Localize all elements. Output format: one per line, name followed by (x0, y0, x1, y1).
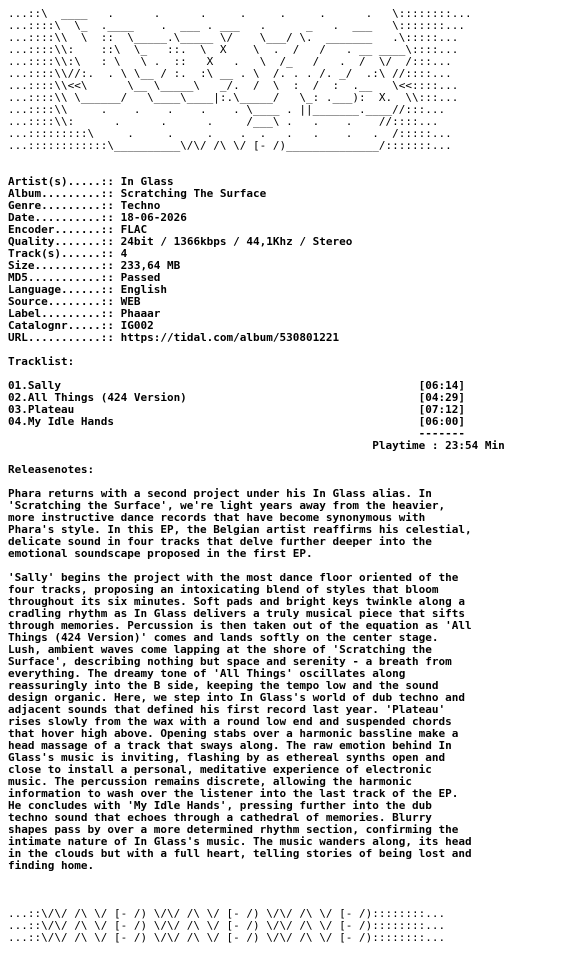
notes-line: rises slowly from the wax with a round low end and suspended chords (8, 715, 452, 728)
track-time: [07:12] (418, 403, 465, 416)
notes-line: everything. The dreamy tone of 'All Things' oscillates along (8, 667, 406, 680)
track-time: [04:29] (418, 391, 465, 404)
track-time: [06:00] (418, 415, 465, 428)
info-key: MD5...........:: (8, 271, 121, 284)
notes-line: head massage of a track that sways along. The raw emotion behind In (8, 739, 452, 752)
track-title: 02.All Things (424 Version) (8, 391, 419, 404)
track-title: 01.Sally (8, 379, 419, 392)
notes-line: Phara returns with a second project under his In Glass alias. In (8, 487, 432, 500)
notes-line: finding home. (8, 859, 95, 872)
notes-line: He concludes with 'My Idle Hands', pressing further into the dub (8, 799, 432, 812)
notes-line: music. The percussion remains discrete, allowing the harmonic (8, 775, 412, 788)
notes-line: four tracks, proposing an intoxicating blend of styles that bloom (8, 583, 439, 596)
info-value: 233,64 MB (120, 259, 181, 272)
total-rule: ------- (8, 427, 465, 440)
spacer (8, 884, 576, 896)
releasenotes-heading: Releasenotes: (8, 463, 95, 476)
info-value: English (120, 283, 167, 296)
info-value: Phaaar (120, 307, 161, 320)
notes-line: Phara's style. In this EP, the Belgian artist reaffirms his celestial, (8, 523, 472, 536)
notes-line: close to install a personal, meditative experience of electronic (8, 763, 432, 776)
info-key: Date..........:: (8, 211, 121, 224)
notes-line: reassuringly into the B side, keeping the tempo low and the sound (8, 679, 439, 692)
info-key: Artist(s).....:: (8, 175, 121, 188)
notes-line: through memories. Percussion is then taken out of the equation as 'All (8, 619, 472, 632)
info-value: In Glass (120, 175, 174, 188)
tracklist-heading: Tracklist: (8, 355, 75, 368)
release-notes-paragraph-2 (8, 572, 576, 872)
release-notes-paragraph-1 (8, 488, 576, 560)
header-ascii-art: ...::\ ____ . . . . . . . \::::::::... ...::::\ \_ .____ . ___ . ___ . _ . ___ \:::::::... ...::::\\ \ :: \_____.\_____ \/ \___/ \. _______ .\:::::... ...::::\\: ::\ \_ ::. \ X \ . / / . __ ____\::::... ...::::\\:\ : \ \ . :: X . \ /_ / . / \/ /:::... ...::::\\//:. . \ \__ / :. :\ __ . \ /. . . /. _/ .:\ //::::... ...::::\\<<\ \__ \_____\ _/. / \ : / : .__ \<<::::... ...::::\\ \______/ \____\____|:.\_____/ \_: .___): X. \\:::... ...::::\\ . . . . . \____ . ||_______.____//:::... ...::::\\: . . . /___\ . . . //::::... ...:::::::::\ . . . . . . . . . /:::::... ...::::::::::::\__________\/\/ /\ \/ [- /)______________/:::::::... (8, 7, 472, 152)
info-key: Source........:: (8, 295, 121, 308)
notes-line: Glass's music is inviting, flashing by as ethereal synths open and (8, 751, 446, 764)
info-key: URL...........:: (8, 331, 121, 344)
notes-line: emotional soundscape proposed in the first EP. (8, 547, 313, 560)
track-time: [06:14] (418, 379, 465, 392)
spacer (8, 152, 576, 164)
info-key: Size..........:: (8, 259, 121, 272)
playtime: Playtime : 23:54 Min (8, 439, 505, 452)
notes-line: throughout its six minutes. Soft pads and bright keys twinkle along a (8, 595, 465, 608)
spacer (8, 344, 576, 356)
info-key: Encoder.......:: (8, 223, 121, 236)
notes-line: more instructive dance records that have become synonymous with (8, 511, 426, 524)
info-value: Passed (120, 271, 161, 284)
notes-line: design organic. Here, we step into In Glass's world of dub techno and (8, 691, 465, 704)
notes-line: Lush, ambient waves come lapping at the shore of 'Scratching the (8, 643, 432, 656)
footer-ascii-art: ...::\/\/ /\ \/ [- /) \/\/ /\ \/ [- /) \/\/ /\ \/ [- /)::::::::... ...::\/\/ /\ \/ [- /) \/\/ /\ \/ [- /) \/\/ /\ \/ [- /)::::::::... ...::\/\/ /\ \/ [- /) \/\/ /\ \/ [- /) \/\/ /\ \/ [- /)::::::::... (8, 907, 446, 944)
info-key: Label.........:: (8, 307, 121, 320)
info-value: 24bit / 1366kbps / 44,1Khz / Stereo (120, 235, 353, 248)
info-key: Quality.......:: (8, 235, 121, 248)
info-key: Album.........:: (8, 187, 121, 200)
notes-line: adjacent sounds that defined his first record last year. 'Plateau' (8, 703, 446, 716)
info-value: 18-06-2026 (120, 211, 187, 224)
spacer (8, 872, 576, 884)
tracklist (8, 380, 576, 428)
info-value: FLAC (120, 223, 148, 236)
info-key: Track(s)......:: (8, 247, 121, 260)
notes-line: that hover high above. Opening stabs over a harmonic bassline make a (8, 727, 459, 740)
info-value: 4 (120, 247, 128, 260)
notes-line: Surface', describing nothing but space and serenity - a breath from (8, 655, 452, 668)
release-info-block (8, 176, 576, 344)
info-key: Genre.........:: (8, 199, 121, 212)
notes-line: cradling rhythm as In Glass delivers a truly musical piece that sifts (8, 607, 465, 620)
info-value[interactable]: https://tidal.com/album/530801221 (120, 331, 340, 344)
info-key: Language......:: (8, 283, 121, 296)
notes-line: Things (424 Version)' comes and lands softly on the center stage. (8, 631, 439, 644)
notes-line: techno sound that echoes through a cathedral of memories. Blurry (8, 811, 432, 824)
notes-line: information to wash over the listener into the last track of the EP. (8, 787, 459, 800)
notes-line: in the clouds but with a full heart, telling stories of being lost and (8, 847, 472, 860)
info-value: IG002 (120, 319, 154, 332)
notes-line: 'Sally' begins the project with the most dance floor oriented of the (8, 571, 459, 584)
notes-line: shapes pass by over a more determined rhythm section, confirming the (8, 823, 459, 836)
info-key: Catalognr.....:: (8, 319, 121, 332)
info-value: Scratching The Surface (120, 187, 267, 200)
info-row (8, 332, 576, 344)
notes-line: 'Scratching the Surface', we're light years away from the heavier, (8, 499, 446, 512)
info-value: WEB (120, 295, 141, 308)
track-title: 03.Plateau (8, 403, 419, 416)
track-title: 04.My Idle Hands (8, 415, 419, 428)
notes-line: intimate nature of In Glass's music. The music wanders along, its head (8, 835, 472, 848)
notes-line: delicate sound in four tracks that delve further deeper into the (8, 535, 432, 548)
info-value: Techno (120, 199, 161, 212)
